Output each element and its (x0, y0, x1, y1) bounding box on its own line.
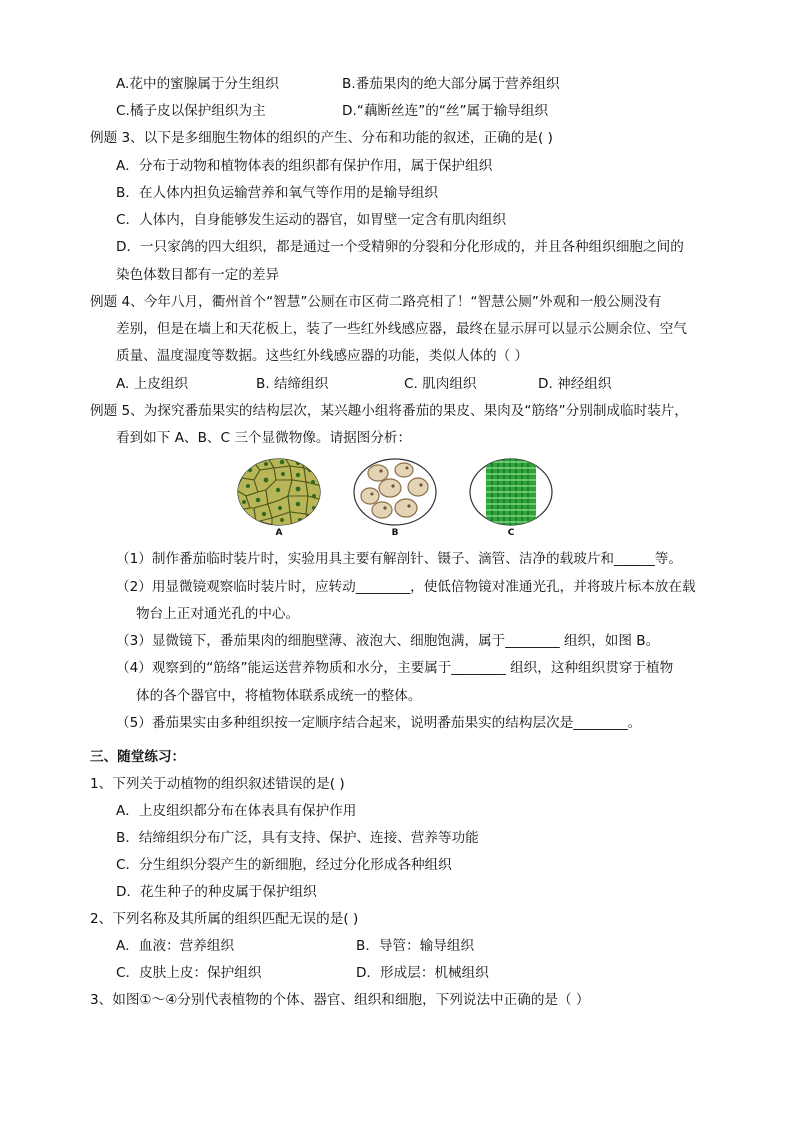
practice-2-option-c: C．皮肤上皮：保护组织 (116, 965, 262, 981)
ex2-option-a: A.花中的蜜腺属于分生组织 (116, 76, 279, 92)
practice-1-option-c: C．分生组织分裂产生的新细胞，经过分化形成各种组织 (116, 857, 452, 873)
ex2-option-b: B.番茄果肉的绝大部分属于营养组织 (342, 76, 560, 92)
practice-2-option-d: D．形成层：机械组织 (356, 965, 489, 981)
ex2-option-d: D.“藕断丝连”的“丝”属于输导组织 (342, 103, 549, 119)
microscope-figures (232, 456, 592, 542)
ex3-option-c: C．人体内，自身能够发生运动的器官，如胃壁一定含有肌肉组织 (116, 212, 507, 228)
ex3-option-d: D．一只家鸽的四大组织，都是通过一个受精卵的分裂和分化形成的，并且各种组织细胞之间的 (116, 239, 684, 255)
microscope-image-c (468, 456, 568, 542)
section-heading: 三、随堂练习： (90, 749, 186, 765)
figure-label-a: A (275, 528, 283, 538)
ex4-option-c: C. 肌肉组织 (404, 376, 477, 392)
microscope-image-a (236, 456, 336, 542)
ex4-option-a: A. 上皮组织 (116, 376, 189, 392)
practice-1-option-b: B．结缔组织分布广泛，具有支持、保护、连接、营养等功能 (116, 830, 479, 846)
practice-2-option-a: A．血液：营养组织 (116, 938, 235, 954)
ex5-question-4-cont: 体的各个器官中，将植物体联系成统一的整体。 (136, 688, 422, 704)
figure-label-c: C (507, 528, 515, 538)
ex5-stem-line2: 看到如下 A、B、C 三个显微物像。请据图分析： (116, 430, 412, 446)
ex4-stem-line1: 例题 4、今年八月，衢州首个“智慧”公厕在市区荷二路亮相了！“智慧公厕”外观和一般公厕没有 (90, 294, 662, 310)
ex5-question-2: （2）用显微镜观察临时装片时，应转动________，使低倍物镜对准通光孔，并将玻片标本放在载 (116, 579, 696, 595)
practice-1-option-d: D．花生种子的种皮属于保护组织 (116, 884, 317, 900)
ex4-stem-line3: 质量、温度湿度等数据。这些红外线感应器的功能，类似人体的（ ） (116, 348, 529, 364)
ex3-option-d-cont: 染色体数目都有一定的差异 (116, 267, 280, 283)
practice-2-option-b: B．导管：输导组织 (356, 938, 475, 954)
ex3-option-b: B．在人体内担负运输营养和氧气等作用的是输导组织 (116, 185, 438, 201)
practice-1-option-a: A．上皮组织都分布在体表具有保护作用 (116, 803, 357, 819)
ex5-question-5: （5）番茄果实由多种组织按一定顺序结合起来，说明番茄果实的结构层次是________。 (116, 715, 642, 731)
ex5-stem-line1: 例题 5、为探究番茄果实的结构层次，某兴趣小组将番茄的果皮、果肉及“筋络”分别制成临时装片， (90, 403, 688, 419)
figure-label-b: B (391, 528, 399, 538)
microscope-image-b (352, 456, 452, 542)
ex5-question-2-cont: 物台上正对通光孔的中心。 (136, 606, 300, 622)
ex5-question-4: （4）观察到的“筋络”能运送营养物质和水分，主要属于________ 组织，这种组织贯穿于植物 (116, 660, 674, 676)
ex4-option-b: B. 结缔组织 (256, 376, 329, 392)
ex2-option-c: C.橘子皮以保护组织为主 (116, 103, 266, 119)
ex5-question-1: （1）制作番茄临时装片时，实验用具主要有解剖针、镊子、滴管、洁净的载玻片和______等。 (116, 551, 682, 567)
ex3-stem: 例题 3、以下是多细胞生物体的组织的产生、分布和功能的叙述，正确的是( ) (90, 130, 553, 146)
practice-3-stem: 3、如图①～④分别代表植物的个体、器官、组织和细胞，下列说法中正确的是（ ） (90, 992, 590, 1008)
practice-2-stem: 2、下列名称及其所属的组织匹配无误的是( ) (90, 911, 359, 927)
ex4-option-d: D. 神经组织 (538, 376, 612, 392)
ex5-question-3: （3）显微镜下，番茄果肉的细胞壁薄、液泡大、细胞饱满，属于________ 组织，如图 B。 (116, 633, 660, 649)
ex4-stem-line2: 差别，但是在墙上和天花板上，装了一些红外线感应器，最终在显示屏可以显示公厕余位、空气 (116, 321, 687, 337)
practice-1-stem: 1、下列关于动植物的组织叙述错误的是( ) (90, 776, 345, 792)
ex3-option-a: A．分布于动物和植物体表的组织都有保护作用，属于保护组织 (116, 158, 493, 174)
